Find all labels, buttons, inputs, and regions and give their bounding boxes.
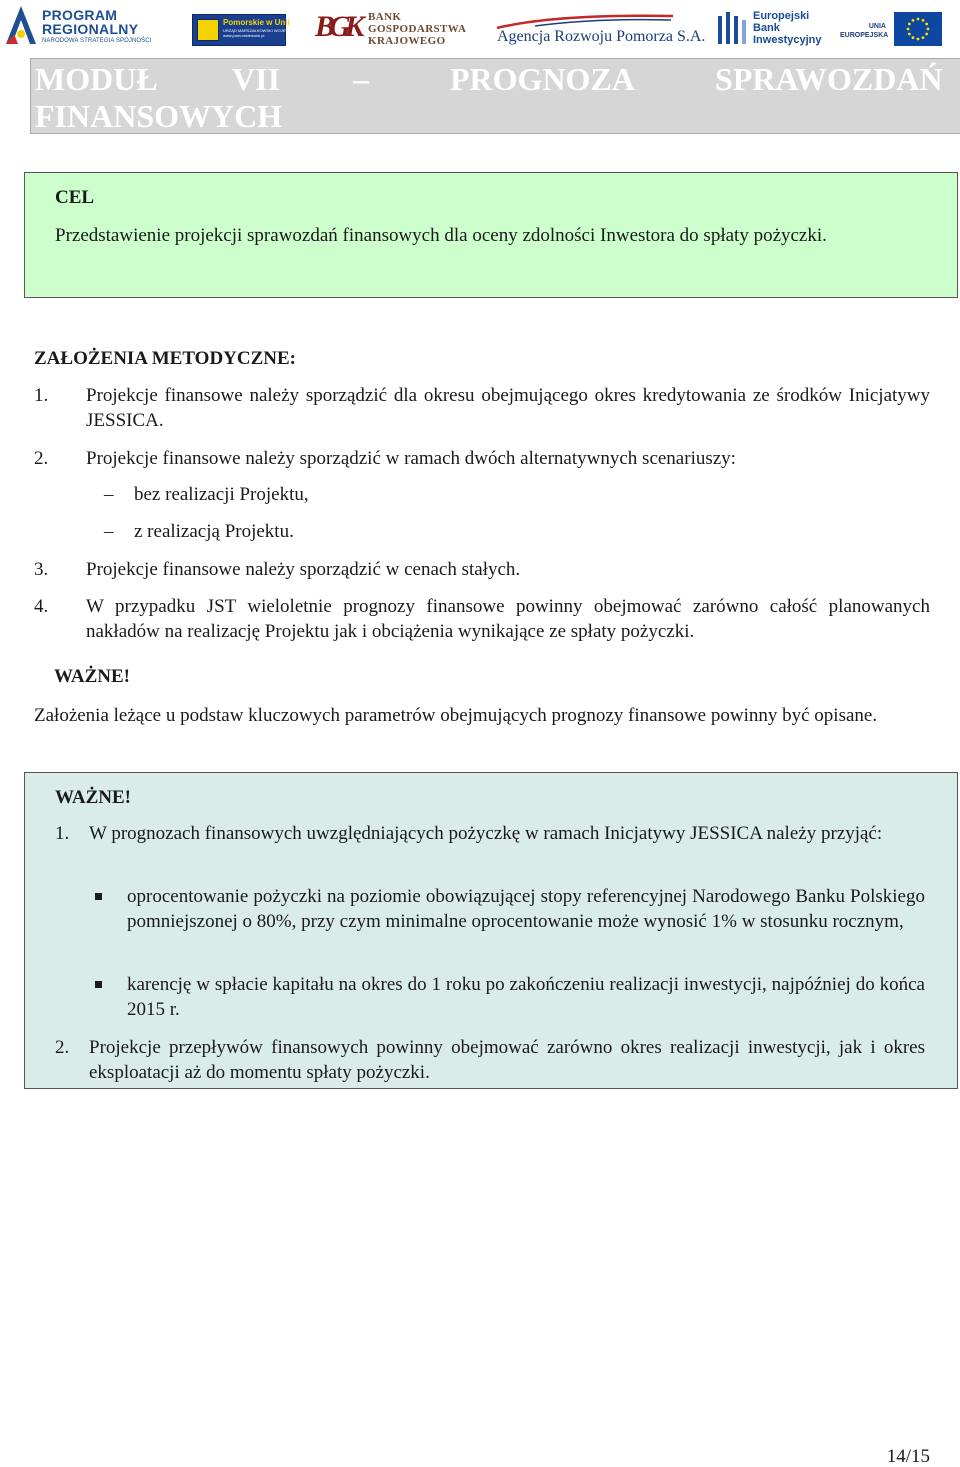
list-item-number: 3.: [34, 559, 49, 580]
square-bullet-icon: [95, 981, 102, 988]
eu-star-icon: [912, 36, 915, 39]
eu-star-icon: [927, 28, 930, 31]
cel-body: Przedstawienie projekcji sprawozdań finansowych dla oceny zdolności Inwestora do spłaty pożyczki.: [55, 225, 827, 246]
important-item-number: 1.: [55, 823, 70, 844]
pomorskie-line3: www.pomorskiewunii.pl: [223, 33, 265, 38]
important-note: Założenia leżące u podstaw kluczowych parametrów obejmujących prognozy finansowe powinny być opisane.: [34, 705, 878, 726]
title-word: PROGNOZA: [450, 61, 635, 97]
eu-star-icon: [917, 38, 920, 41]
pomorskie-griffin-icon: [197, 19, 219, 41]
arp-logo: Agencja Rozwoju Pomorza S.A.: [497, 28, 706, 45]
pomorskie-line1: Pomorskie w Unii: [223, 18, 290, 27]
eu-star-icon: [922, 36, 925, 39]
list-item-number: 2.: [34, 448, 49, 469]
list-item-text: Projekcje finansowe należy sporządzić dla okresu obejmującego okres kredytowania ze środków Inicjatywy JESSICA.: [86, 385, 930, 431]
bgk-line1: BANK: [368, 11, 402, 23]
important-item-text: Projekcje przepływów finansowych powinny obejmować zarówno okres realizacji inwestycji, jak i okres eksploatacji aż do momentu spłaty pożyczki.: [89, 1037, 925, 1083]
title-word: –: [353, 61, 369, 97]
pomorskie-line2: URZĄD MARSZAŁKOWSKI WOJEWÓDZTWA POMORSKIEGO: [223, 28, 338, 33]
bgk-monogram-icon: BGK: [315, 10, 359, 43]
title-word: VII: [232, 61, 281, 97]
list-item-number: 1.: [34, 385, 49, 406]
bgk-line2: GOSPODARSTWA: [368, 23, 467, 35]
program-regionalny-logo-icon: [4, 4, 38, 48]
eu-star-icon: [907, 28, 910, 31]
eu-star-icon: [925, 23, 928, 26]
eu-star-icon: [908, 33, 911, 36]
title-word: MODUŁ: [35, 61, 158, 97]
eu-flag-icon: [894, 12, 942, 46]
bullet-text: oprocentowanie pożyczki na poziomie obowiązującej stopy referencyjnej Narodowego Banku Polskiego pomniejszonej o 80%, przy czym minimalne oprocentowanie może wynosić 1% w stosunku rocznym,: [127, 886, 925, 932]
eib-line3: Inwestycyjny: [753, 34, 822, 46]
list-item-text: Projekcje finansowe należy sporządzić w cenach stałych.: [86, 559, 521, 580]
pomorskie-logo: [192, 14, 338, 46]
eu-star-icon: [908, 23, 911, 26]
scenario-text: z realizacją Projektu.: [134, 521, 294, 542]
list-item-text: Projekcje finansowe należy sporządzić w ramach dwóch alternatywnych scenariuszy:: [86, 448, 736, 469]
square-bullet-icon: [95, 893, 102, 900]
bgk-logo: [368, 11, 466, 47]
bgk-line3: KRAJOWEGO: [368, 35, 446, 47]
page-number: 14/15: [886, 1446, 930, 1467]
eib-logo-icon: [716, 12, 748, 46]
important-item-text: W prognozach finansowych uwzględniających pożyczkę w ramach Inicjatywy JESSICA należy przyjąć:: [89, 823, 883, 844]
important-box: [24, 772, 958, 1089]
scenario-text: bez realizacji Projektu,: [134, 484, 309, 505]
list-item-text: W przypadku JST wieloletnie prognozy finansowe powinny obejmować zarówno całość planowanych nakładów na realizację Projektu jak i obciążenia wynikające ze spłaty pożyczki.: [86, 596, 930, 642]
title-line-2: FINANSOWYCH: [35, 98, 283, 134]
eu-star-icon: [925, 33, 928, 36]
ue-logo: [840, 22, 889, 40]
pr-line1: PROGRAM: [42, 7, 118, 23]
program-regionalny-logo: [42, 8, 151, 46]
assumptions-heading: ZAŁOŻENIA METODYCZNE:: [34, 348, 297, 369]
eu-star-icon: [922, 19, 925, 22]
pr-line3: NARODOWA STRATEGIA SPÓJNOŚCI: [42, 38, 152, 44]
eu-star-icon: [917, 18, 920, 21]
cel-heading: CEL: [55, 187, 95, 208]
important-box-heading: WAŻNE!: [55, 787, 132, 808]
important-heading: WAŻNE!: [54, 666, 131, 687]
cel-box: [24, 172, 958, 298]
ue-line2: EUROPEJSKA: [840, 32, 889, 39]
dash-marker: –: [104, 521, 114, 542]
logo-bar: [0, 0, 960, 58]
eib-logo: [753, 10, 821, 46]
ue-line1: UNIA: [868, 23, 886, 30]
list-item-number: 4.: [34, 596, 49, 617]
pr-line2: REGIONALNY: [42, 21, 139, 37]
eib-line2: Bank: [753, 22, 780, 34]
module-title-band: [30, 58, 960, 134]
bullet-text: karencję w spłacie kapitału na okres do 1 roku po zakończeniu realizacji inwestycji, najpóźniej do końca 2015 r.: [127, 974, 925, 1020]
title-word: SPRAWOZDAŃ: [715, 61, 943, 97]
eib-line1: Europejski: [753, 10, 810, 22]
important-item-number: 2.: [55, 1037, 70, 1058]
eu-star-icon: [912, 19, 915, 22]
dash-marker: –: [104, 484, 114, 505]
